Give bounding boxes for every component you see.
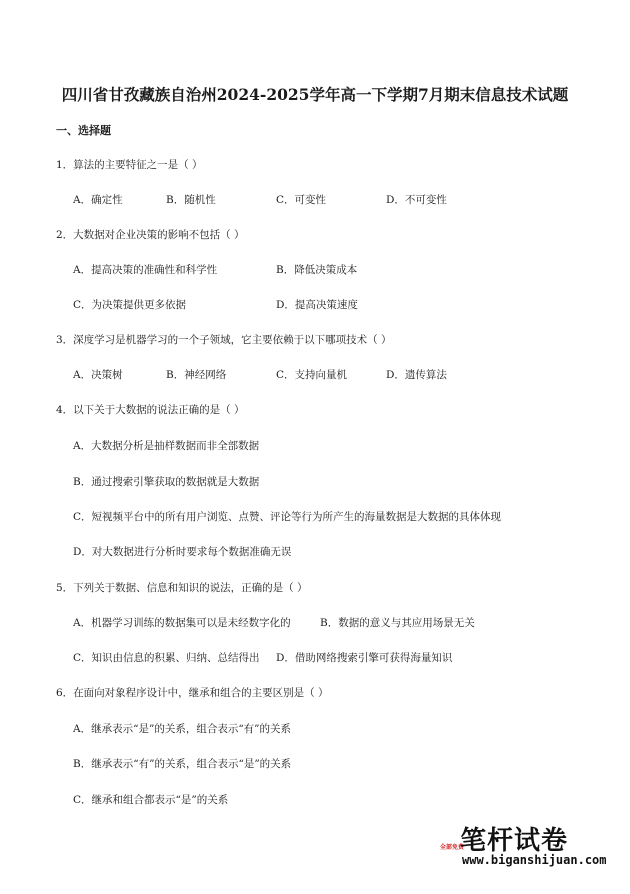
question-2-option-d[interactable]: D．提高决策速度 bbox=[276, 299, 358, 311]
question-1-option-c[interactable]: C．可变性 bbox=[276, 194, 327, 206]
watermark-free-tag: 全部免费 bbox=[440, 844, 465, 851]
question-1-stem: 1．算法的主要特征之一是（ ） bbox=[56, 159, 203, 171]
question-2-option-b[interactable]: B．降低决策成本 bbox=[276, 264, 358, 276]
question-1-option-d[interactable]: D．不可变性 bbox=[386, 194, 447, 206]
section-heading: 一、选择题 bbox=[56, 124, 111, 137]
question-3-option-b[interactable]: B．神经网络 bbox=[166, 369, 227, 381]
question-3-option-d[interactable]: D．遗传算法 bbox=[386, 369, 447, 381]
question-5-option-d[interactable]: D．借助网络搜索引擎可获得海量知识 bbox=[276, 652, 453, 664]
question-1-option-a[interactable]: A．确定性 bbox=[73, 194, 123, 206]
question-5-stem: 5．下列关于数据、信息和知识的说法，正确的是（ ） bbox=[56, 582, 308, 594]
page-title: 四川省甘孜藏族自治州2024-2025学年高一下学期7月期末信息技术试题 bbox=[61, 85, 569, 104]
question-6-option-c[interactable]: C．继承和组合都表示“是”的关系 bbox=[73, 794, 229, 806]
question-2-option-c[interactable]: C．为决策提供更多依据 bbox=[73, 299, 187, 311]
question-5-option-c[interactable]: C．知识由信息的积累、归纳、总结得出 bbox=[73, 652, 260, 664]
question-3-option-a[interactable]: A．决策树 bbox=[73, 369, 123, 381]
question-6-option-b[interactable]: B．继承表示“有”的关系，组合表示“是”的关系 bbox=[73, 758, 292, 770]
watermark-brand: 笔杆试卷 bbox=[460, 826, 569, 856]
question-4-option-a[interactable]: A．大数据分析是抽样数据而非全部数据 bbox=[73, 440, 260, 452]
watermark-url: www.biganshijuan.com bbox=[462, 853, 607, 867]
question-2-stem: 2．大数据对企业决策的影响不包括（ ） bbox=[56, 229, 245, 241]
question-4-option-d[interactable]: D．对大数据进行分析时要求每个数据准确无误 bbox=[73, 546, 292, 558]
watermark-logo bbox=[440, 820, 607, 870]
question-6-stem: 6．在面向对象程序设计中，继承和组合的主要区别是（ ） bbox=[56, 687, 329, 699]
question-1-option-b[interactable]: B．随机性 bbox=[166, 194, 216, 206]
question-2-option-a[interactable]: A．提高决策的准确性和科学性 bbox=[73, 264, 218, 276]
question-3-stem: 3．深度学习是机器学习的一个子领域，它主要依赖于以下哪项技术（ ） bbox=[56, 334, 392, 346]
question-5-option-a[interactable]: A．机器学习训练的数据集可以是未经数字化的 bbox=[73, 617, 291, 629]
question-6-option-a[interactable]: A．继承表示“是”的关系，组合表示“有”的关系 bbox=[73, 723, 292, 735]
question-4-option-c[interactable]: C．短视频平台中的所有用户浏览、点赞、评论等行为所产生的海量数据是大数据的具体体现 bbox=[73, 511, 502, 523]
question-5-option-b[interactable]: B．数据的意义与其应用场景无关 bbox=[320, 617, 475, 629]
question-4-stem: 4．以下关于大数据的说法正确的是（ ） bbox=[56, 404, 245, 416]
question-4-option-b[interactable]: B．通过搜索引擎获取的数据就是大数据 bbox=[73, 476, 260, 488]
question-3-option-c[interactable]: C．支持向量机 bbox=[276, 369, 348, 381]
